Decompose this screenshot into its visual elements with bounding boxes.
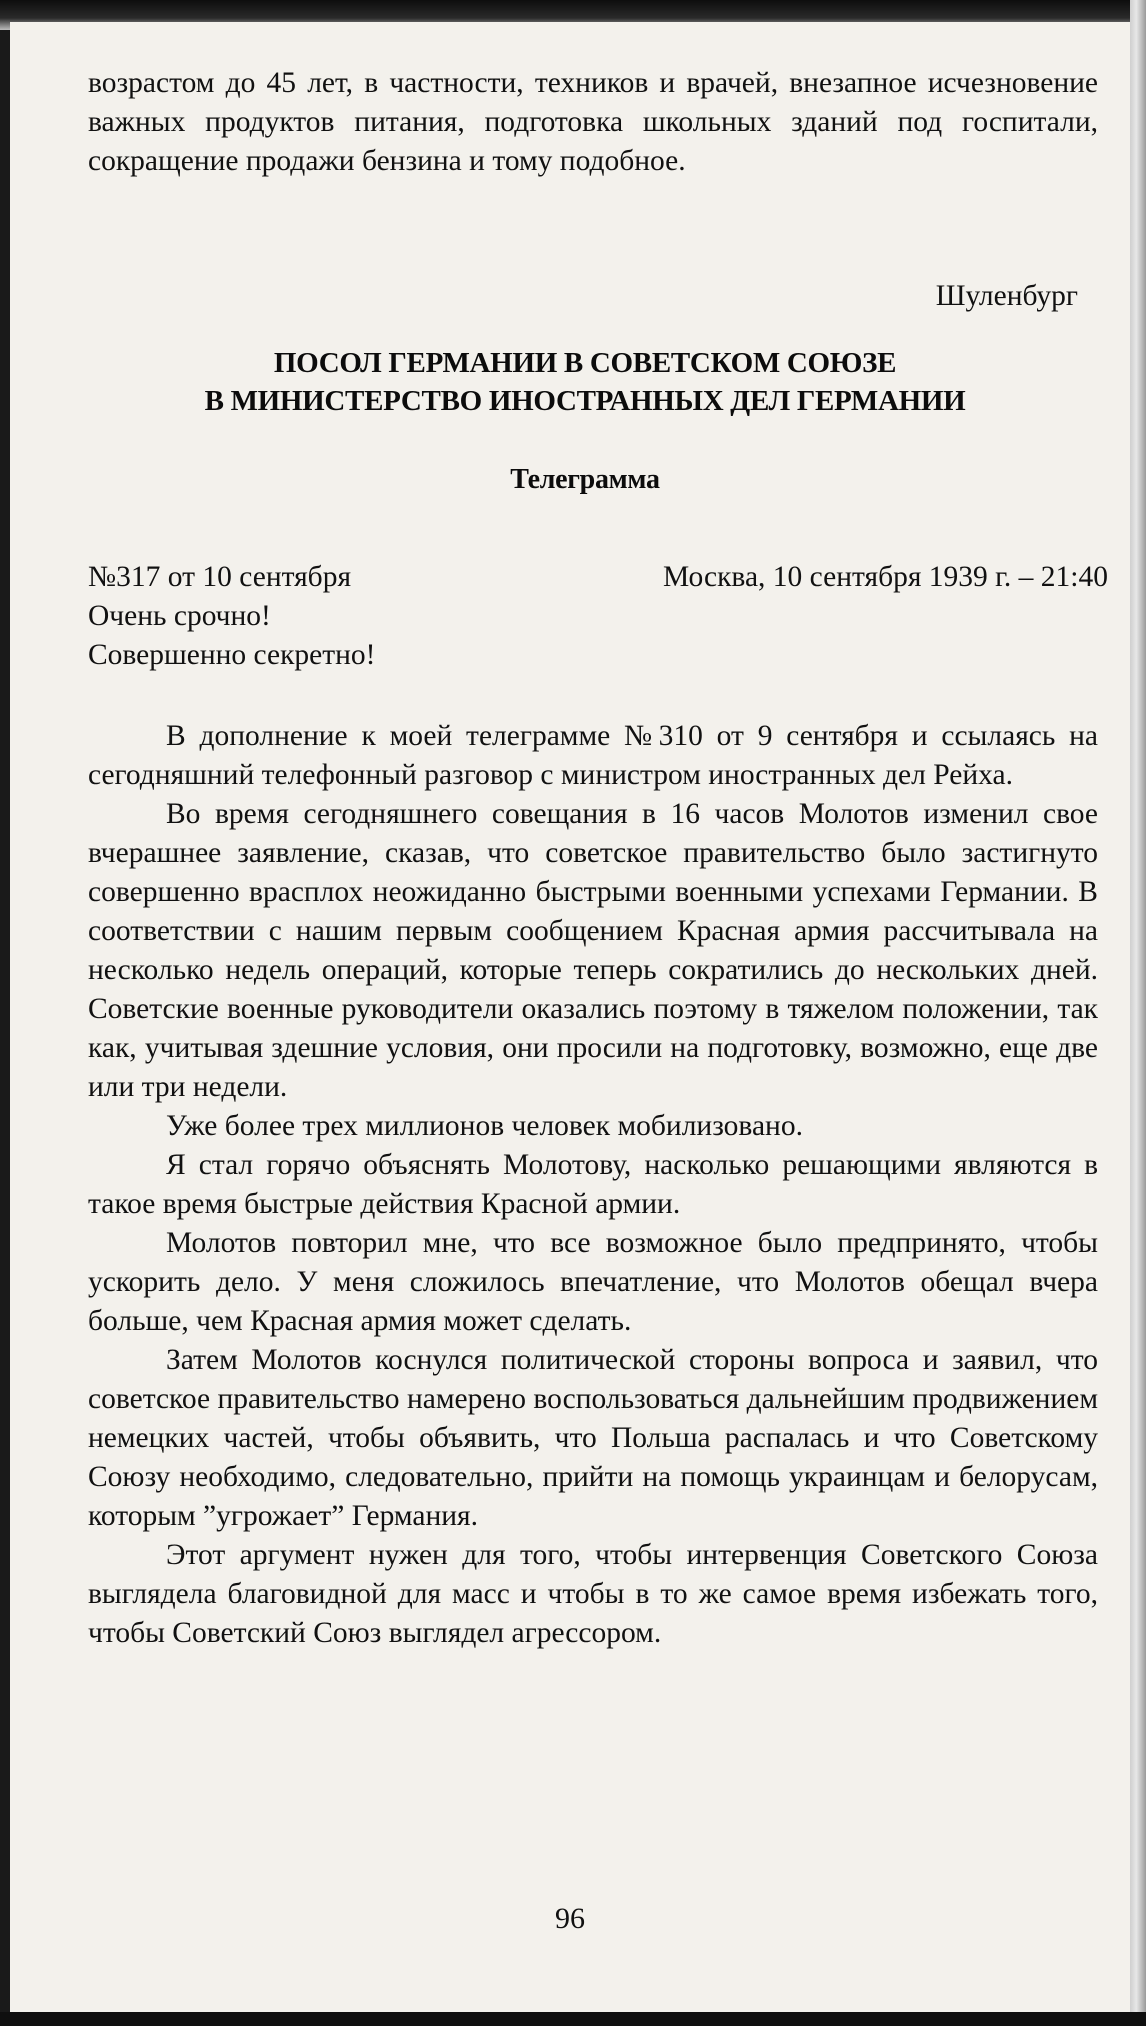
telegram-place-date: Москва, 10 сентября 1939 г. – 21:40 [663,561,1108,593]
page-number: 96 [555,1902,585,1935]
continued-paragraph: возрастом до 45 лет, в частности, техников и врачей, внезапное исчезновение важных продуктов питания, подготовка школьных зданий под госпитали, сокращение продажи бензина и тому подобное. [88,67,1098,177]
signature: Шуленбург [935,280,1078,312]
heading-line-2: В МИНИСТЕРСТВО ИНОСТРАННЫХ ДЕЛ ГЕРМАНИИ [204,385,966,417]
document-type: Телеграмма [510,464,660,495]
telegram-number: №317 от 10 сентября [88,561,352,593]
secrecy-note: Совершенно секретно! [88,639,376,671]
heading-line-1: ПОСОЛ ГЕРМАНИИ В СОВЕТСКОМ СОЮЗЕ [273,347,897,379]
body-paragraph: Этот аргумент нужен для того, чтобы интервенция Советского Союза выглядела благовидной для масс и чтобы в то же самое время избежать того, чтобы Советский Союз выглядел агрессором. [88,1539,1098,1649]
telegram-meta-row [88,561,1108,594]
book-page [10,22,1130,2012]
body-paragraph: В дополнение к моей телеграмме №310 от 9 сентября и ссылаясь на сегодняшний телефонный разговор с министром иностранных дел Рейха. [88,720,1098,791]
continued-paragraph-block [88,64,1098,181]
body-paragraph: Уже более трех миллионов человек мобилизовано. [166,1110,803,1142]
body-paragraph: Я стал горячо объяснять Молотову, насколько решающими являются в такое время быстрые действия Красной армии. [88,1149,1098,1220]
telegram-body [88,717,1098,1653]
body-paragraph: Затем Молотов коснулся политической стороны вопроса и заявил, что советское правительство намерено воспользоваться дальнейшим продвижением немецких частей, чтобы объявить, что Польша распалась и что Советскому Союзу необходимо, следовательно, прийти на помощь украинцам и белорусам, которым ”угрожает” Германия. [88,1344,1098,1532]
scan-bottom-edge [0,2012,1146,2026]
body-paragraph: Во время сегодняшнего совещания в 16 часов Молотов изменил свое вчерашнее заявление, сказав, что советское правительство было застигнуто совершенно врасплох неожиданно быстрыми военными успехами Германии. В соответствии с нашим первым сообщением Красная армия рассчитывала на несколько недель операций, которые теперь сократились до нескольких дней. Советские военные руководители оказались поэтому в тяжелом положении, так как, учитывая здешние условия, они просили на подготовку, возможно, еще две или три недели. [88,798,1098,1103]
body-paragraph: Молотов повторил мне, что все возможное было предпринято, чтобы ускорить дело. У меня сложилось впечатление, что Молотов обещал вчера больше, чем Красная армия может сделать. [88,1227,1098,1337]
scan-right-edge [1130,0,1146,2026]
urgency-note: Очень срочно! [88,600,271,632]
